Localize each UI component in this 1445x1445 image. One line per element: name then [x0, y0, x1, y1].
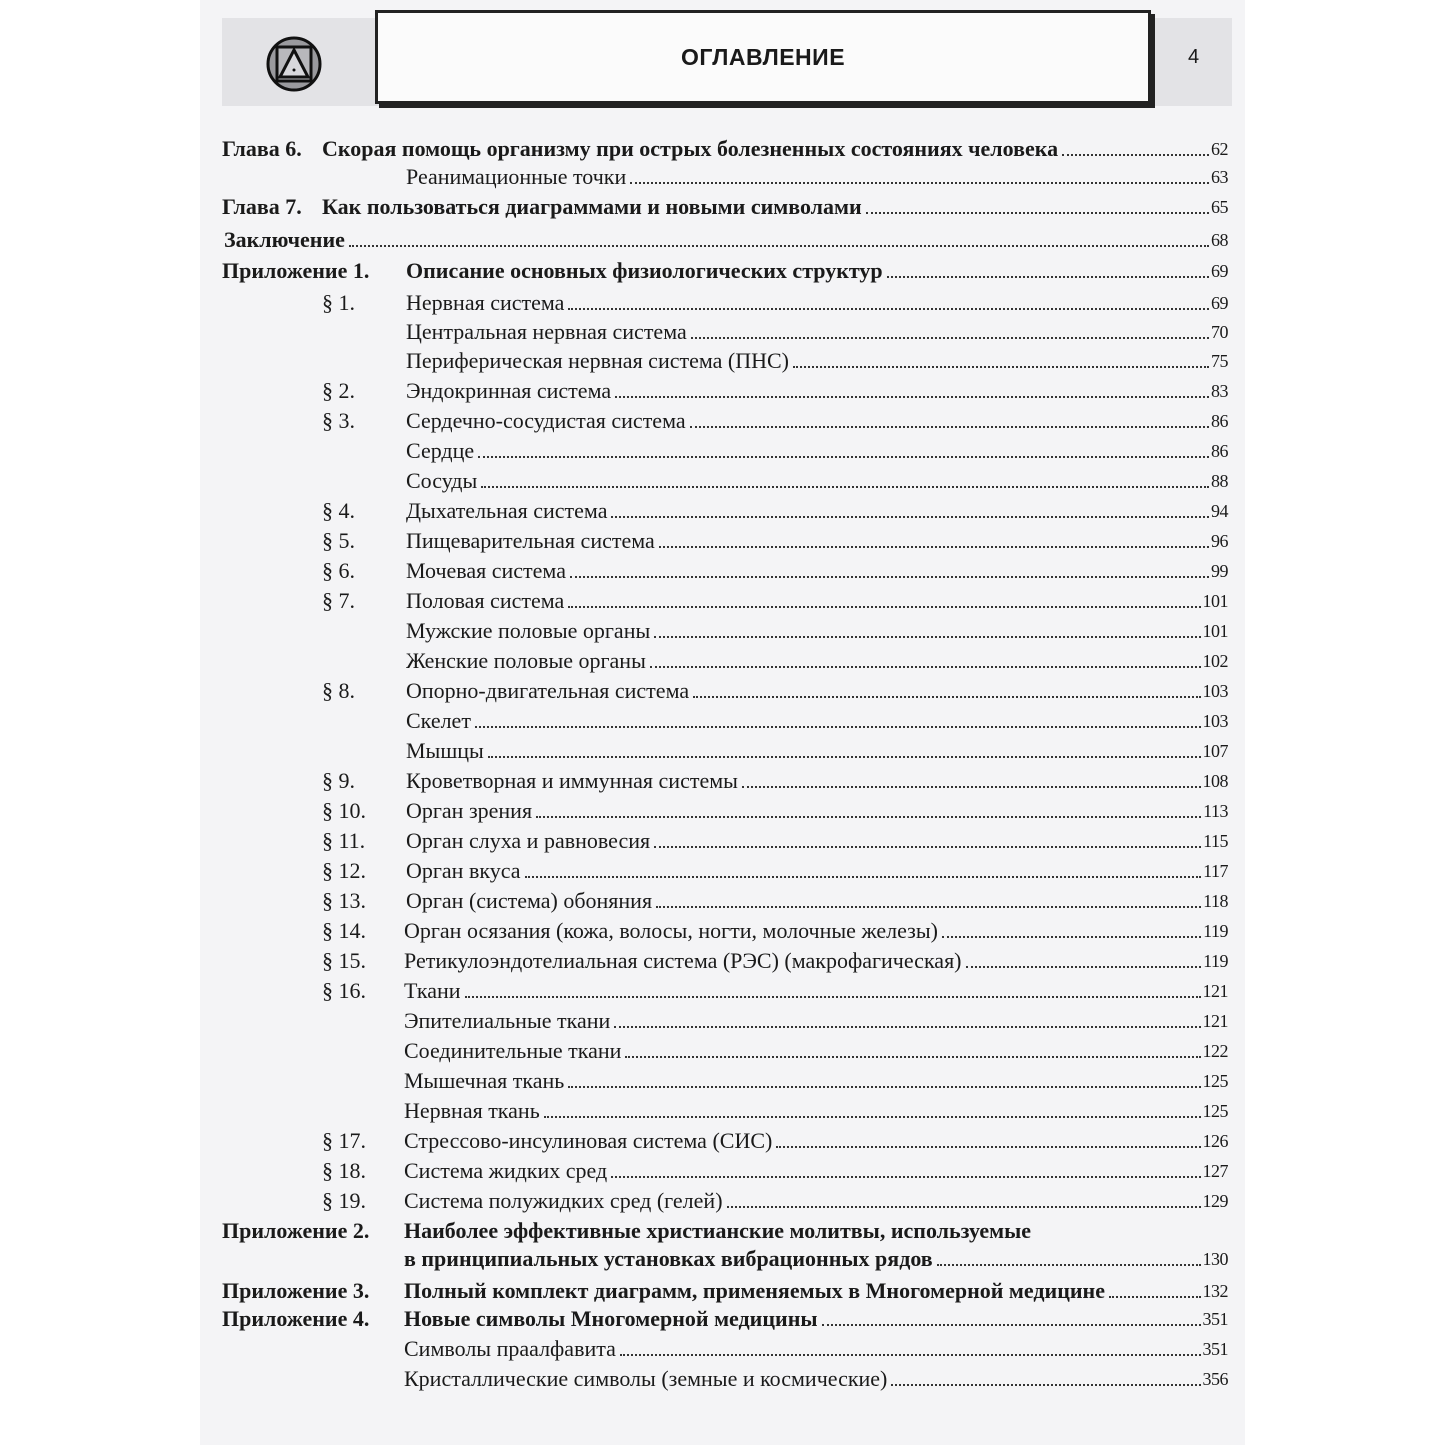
dot-leader	[654, 846, 1201, 848]
toc-entry[interactable]	[406, 528, 1228, 554]
toc-entry-title: Система жидких сред	[404, 1158, 608, 1183]
toc-entry-prefix: Приложение 4.	[222, 1306, 370, 1331]
toc-entry-title: Соединительные ткани	[404, 1038, 622, 1063]
toc-entry-prefix: Приложение 1.	[222, 258, 370, 283]
dot-leader	[937, 1264, 1201, 1266]
toc-entry-page-number: 63	[1211, 167, 1228, 187]
dot-leader	[488, 756, 1201, 758]
toc-entry-page-number: 127	[1202, 1161, 1228, 1181]
toc-entry-title: Половая система	[406, 588, 565, 613]
dot-leader	[475, 726, 1201, 728]
dot-leader	[650, 666, 1201, 668]
toc-entry-prefix: § 17.	[322, 1128, 366, 1153]
toc-entry-page-number: 108	[1202, 771, 1228, 791]
toc-entry-page-number: 103	[1202, 681, 1228, 701]
toc-entry-title: Мышцы	[406, 738, 484, 763]
toc-entry-title: в принципиальных установках вибрационных рядов	[404, 1246, 933, 1271]
toc-entry-title: Стрессово-инсулиновая система (СИС)	[404, 1128, 773, 1153]
dot-leader	[693, 696, 1200, 698]
dot-leader	[1109, 1296, 1201, 1298]
toc-entry-page-number: 68	[1211, 230, 1228, 250]
toc-entry[interactable]	[404, 1246, 1228, 1272]
toc-entry-page-number: 102	[1202, 651, 1228, 671]
toc-entry[interactable]	[404, 1336, 1228, 1362]
toc-entry[interactable]	[406, 498, 1228, 524]
dot-leader	[690, 426, 1209, 428]
toc-entry[interactable]	[404, 1306, 1228, 1332]
toc-entry[interactable]	[406, 258, 1228, 284]
toc-entry-page-number: 86	[1211, 411, 1228, 431]
dot-leader	[478, 456, 1209, 458]
toc-entry-page-number: 351	[1202, 1309, 1228, 1329]
dot-leader	[891, 1384, 1200, 1386]
toc-entry-page-number: 132	[1202, 1281, 1228, 1301]
toc-entry-title: Опорно-двигательная система	[406, 678, 690, 703]
dot-leader	[568, 1086, 1200, 1088]
toc-entry[interactable]	[406, 558, 1228, 584]
toc-entry-page-number: 99	[1211, 561, 1228, 581]
toc-entry-title: Кроветворная и иммунная системы	[406, 768, 738, 793]
toc-entry-page-number: 107	[1202, 741, 1228, 761]
toc-entry-title: Орган слуха и равновесия	[406, 828, 651, 853]
toc-entry[interactable]	[404, 1278, 1228, 1304]
dot-leader	[614, 1026, 1200, 1028]
dot-leader	[620, 1354, 1201, 1356]
toc-entry-title: Орган (система) обоняния	[406, 888, 653, 913]
toc-entry-page-number: 121	[1202, 981, 1228, 1001]
page-number: 4	[1188, 46, 1200, 68]
toc-entry[interactable]	[406, 378, 1228, 404]
dot-leader	[742, 786, 1201, 788]
toc-entry-page-number: 117	[1203, 861, 1228, 881]
toc-entry-title: Как пользоваться диаграммами и новыми символами	[322, 194, 862, 219]
toc-entry-title: Сердечно-сосудистая система	[406, 408, 686, 433]
dot-leader	[349, 245, 1209, 247]
toc-entry[interactable]	[406, 768, 1228, 794]
toc-entry-page-number: 101	[1202, 591, 1228, 611]
toc-entry-page-number: 119	[1203, 951, 1228, 971]
toc-entry-page-number: 103	[1202, 711, 1228, 731]
dot-leader	[691, 337, 1209, 339]
toc-entry-prefix: § 4.	[322, 498, 355, 523]
dot-leader	[822, 1324, 1201, 1326]
toc-entry[interactable]	[404, 1366, 1228, 1392]
toc-entry-prefix: Приложение 2.	[222, 1218, 370, 1243]
toc-entry-title: Система полужидких сред (гелей)	[404, 1188, 723, 1213]
toc-entry[interactable]	[406, 888, 1228, 914]
dot-leader	[793, 366, 1209, 368]
toc-entry-prefix: Глава 6.	[222, 136, 302, 161]
toc-entry-title: Сосуды	[406, 468, 478, 493]
toc-entry-prefix: § 7.	[322, 588, 355, 613]
toc-entry-title: Нервная ткань	[404, 1098, 540, 1123]
toc-entry-title: Эндокринная система	[406, 378, 612, 403]
toc-entry[interactable]	[404, 948, 1228, 974]
toc-entry-prefix: § 12.	[322, 858, 366, 883]
toc-entry-page-number: 129	[1202, 1191, 1228, 1211]
dot-leader	[525, 876, 1202, 878]
toc-entry-title: Нервная система	[406, 290, 565, 315]
toc-entry-page-number: 69	[1211, 261, 1228, 281]
dot-leader	[966, 966, 1202, 968]
toc-entry-title: Периферическая нервная система (ПНС)	[406, 348, 790, 373]
toc-entry-prefix: § 11.	[322, 828, 366, 853]
dot-leader	[866, 212, 1209, 214]
toc-entry-prefix: § 13.	[322, 888, 366, 913]
toc-entry-page-number: 113	[1203, 801, 1228, 821]
toc-entry-page-number: 65	[1211, 197, 1228, 217]
toc-entry-page-number: 86	[1211, 441, 1228, 461]
toc-entry-title: Заключение	[224, 227, 345, 252]
toc-entry[interactable]	[404, 1158, 1228, 1184]
toc-entry-title: Пищеварительная система	[406, 528, 655, 553]
toc-entry-title: Скелет	[406, 708, 471, 733]
toc-entry-prefix: § 10.	[322, 798, 366, 823]
toc-entry-title: Скорая помощь организму при острых болезненных состояниях человека	[322, 136, 1059, 161]
toc-entry[interactable]	[404, 1128, 1228, 1154]
toc-entry-page-number: 351	[1202, 1339, 1228, 1359]
toc-entry[interactable]	[406, 828, 1228, 854]
toc-entry[interactable]	[406, 678, 1228, 704]
dot-leader	[568, 606, 1200, 608]
toc-entry[interactable]	[406, 738, 1228, 764]
dot-leader	[727, 1206, 1201, 1208]
toc-entry-page-number: 121	[1202, 1011, 1228, 1031]
dot-leader	[625, 1056, 1200, 1058]
toc-entry-page-number: 130	[1202, 1249, 1228, 1269]
toc-entry-title: Новые символы Многомерной медицины	[404, 1306, 818, 1331]
toc-entry[interactable]	[404, 1218, 1228, 1244]
toc-entry-page-number: 356	[1202, 1369, 1228, 1389]
toc-entry-title: Мочевая система	[406, 558, 566, 583]
toc-entry[interactable]	[406, 468, 1228, 494]
toc-entry[interactable]	[322, 136, 1228, 162]
dot-leader	[568, 308, 1209, 310]
toc-entry-page-number: 69	[1211, 293, 1228, 313]
toc-entry-title: Ретикулоэндотелиальная система (РЭС) (макрофагическая)	[404, 948, 962, 973]
dot-leader	[615, 396, 1209, 398]
toc-entry-page-number: 126	[1202, 1131, 1228, 1151]
toc-entry[interactable]	[406, 858, 1228, 884]
toc-entry[interactable]	[404, 1068, 1228, 1094]
toc-entry-page-number: 88	[1211, 471, 1228, 491]
toc-entry[interactable]	[404, 1038, 1228, 1064]
page-title-text: ОГЛАВЛЕНИЕ	[680, 43, 846, 70]
dot-leader	[465, 996, 1201, 998]
toc-entry-title: Орган осязания (кожа, волосы, ногти, молочные железы)	[404, 918, 938, 943]
toc-entry-page-number: 118	[1203, 891, 1228, 911]
toc-entry-page-number: 83	[1211, 381, 1228, 401]
toc-entry-page-number: 94	[1211, 501, 1228, 521]
toc-entry-page-number: 125	[1202, 1071, 1228, 1091]
toc-entry-title: Женские половые органы	[406, 648, 646, 673]
toc-entry[interactable]	[406, 618, 1228, 644]
toc-entry[interactable]	[404, 1188, 1228, 1214]
toc-entry[interactable]	[406, 164, 1228, 190]
dot-leader	[887, 276, 1209, 278]
toc-entry[interactable]	[404, 918, 1228, 944]
dot-leader	[654, 636, 1200, 638]
toc-entry-prefix: Приложение 3.	[222, 1278, 370, 1303]
toc-entry[interactable]	[406, 798, 1228, 824]
dot-leader	[942, 936, 1201, 938]
toc-entry[interactable]	[406, 290, 1228, 316]
toc-entry-page-number: 115	[1203, 831, 1228, 851]
toc-entry-title: Сердце	[406, 438, 475, 463]
dot-leader	[1062, 154, 1209, 156]
toc-entry[interactable]	[406, 319, 1228, 345]
toc-entry-title: Ткани	[404, 978, 461, 1003]
toc-entry[interactable]	[404, 1098, 1228, 1124]
dot-leader	[481, 486, 1209, 488]
toc-entry-title: Символы праалфавита	[404, 1336, 616, 1361]
toc-entry-title: Описание основных физиологических структур	[406, 258, 883, 283]
toc-entry-prefix: § 9.	[322, 768, 355, 793]
toc-entry-page-number: 119	[1203, 921, 1228, 941]
toc-entry[interactable]	[406, 708, 1228, 734]
toc-entry-prefix: § 6.	[322, 558, 355, 583]
toc-entry[interactable]	[322, 194, 1228, 220]
toc-entry-prefix: § 18.	[322, 1158, 366, 1183]
toc-entry[interactable]	[404, 1008, 1228, 1034]
toc-entry-prefix: § 16.	[322, 978, 366, 1003]
toc-entry-prefix: § 8.	[322, 678, 355, 703]
toc-entry-prefix: § 5.	[322, 528, 355, 553]
toc-entry-page-number: 62	[1211, 139, 1228, 159]
dot-leader	[536, 816, 1201, 818]
toc-entry-prefix: § 1.	[322, 290, 355, 315]
dot-leader	[611, 1176, 1200, 1178]
toc-entry-prefix: Глава 7.	[222, 194, 302, 219]
toc-entry-page-number: 75	[1211, 351, 1228, 371]
toc-entry-prefix: § 19.	[322, 1188, 366, 1213]
toc-entry-title: Орган вкуса	[406, 858, 521, 883]
toc-entry-title: Мужские половые органы	[406, 618, 651, 643]
dot-leader	[659, 546, 1209, 548]
toc-entry-title: Дыхательная система	[406, 498, 608, 523]
toc-entry[interactable]	[406, 588, 1228, 614]
toc-entry-prefix: § 3.	[322, 408, 355, 433]
toc-entry[interactable]	[406, 438, 1228, 464]
toc-entry-page-number: 122	[1202, 1041, 1228, 1061]
dot-leader	[611, 516, 1209, 518]
toc-entry-prefix: § 2.	[322, 378, 355, 403]
toc-entry[interactable]	[406, 648, 1228, 674]
toc-entry-page-number: 101	[1202, 621, 1228, 641]
toc-entry-title: Наиболее эффективные христианские молитвы, используемые	[404, 1218, 1032, 1243]
toc-entry-title: Полный комплект диаграмм, применяемых в Многомерной медицине	[404, 1278, 1105, 1303]
toc-entry-page-number: 125	[1202, 1101, 1228, 1121]
toc-entry-title: Орган зрения	[406, 798, 533, 823]
dot-leader	[776, 1146, 1200, 1148]
toc-entry-title: Центральная нервная система	[406, 319, 687, 344]
dot-leader	[630, 182, 1209, 184]
toc-entry-title: Мышечная ткань	[404, 1068, 565, 1093]
dot-leader	[656, 906, 1201, 908]
toc-entry-prefix: § 14.	[322, 918, 366, 943]
toc-entry-page-number: 96	[1211, 531, 1228, 551]
dot-leader	[570, 576, 1209, 578]
toc-entry[interactable]	[404, 978, 1228, 1004]
toc-entry[interactable]	[406, 408, 1228, 434]
toc-entry-title: Реанимационные точки	[406, 164, 627, 189]
toc-entry-title: Эпителиальные ткани	[404, 1008, 611, 1033]
toc-entry-page-number: 70	[1211, 322, 1228, 342]
toc-entry-title: Кристаллические символы (земные и космические)	[404, 1366, 888, 1391]
toc-entry[interactable]	[224, 227, 1228, 253]
dot-leader	[544, 1116, 1201, 1118]
toc-entry-prefix: § 15.	[322, 948, 366, 973]
toc-entry[interactable]	[406, 348, 1228, 374]
